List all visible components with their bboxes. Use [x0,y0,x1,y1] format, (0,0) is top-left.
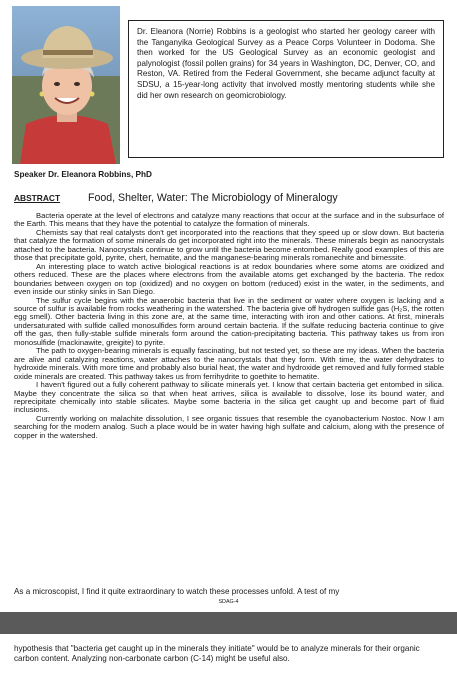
abstract-title: Food, Shelter, Water: The Microbiology of Mineralogy [88,192,338,204]
speaker-bio: Dr. Eleanora (Norrie) Robbins is a geologist who started her geology career with the Tanganyika Geological Survey as a Peace Corps Volunteer in Dodoma. She then worked for the US Geological Survey as an economic geologist and palynologist (fossil pollen grains) for 34 years in Washington, DC, Denver, CO, and Reston, VA. Retired from the Federal Government, she became adjunct faculty at SDSU, a 15-year-long activity that involved mostly mentoring students while she did her own research on geomicrobiology. [137,27,435,100]
speaker-photo [12,6,120,164]
abstract-paragraph: Bacteria operate at the level of electrons and catalyze many reactions that occur at the surface and in the subsurface of the Earth. This means that they have the potential to catalyze the formation of minerals. [14,211,444,229]
abstract-paragraph: The path to oxygen-bearing minerals is equally fascinating, but not tested yet, so these are my ideas. When the bacteria are alive and catalyzing reactions, water attaches to the nanocrystals that they form. With time, the water dehydrates to hydroxide minerals. With more time and probably also burial heat, the water and hydroxide get removed and fully formed stable oxide minerals are created. This pathway takes us from ferrihydrite to goethite to hematite. [14,346,444,381]
abstract-paragraph: I haven't figured out a fully coherent pathway to silicate minerals yet. I know that certain bacteria get entombed in silica. Maybe they concentrate the silica so that when heat arrives, silica is available to dissolve, lose its bound water, and reprecipitate chemically into stable silicates. Maybe some bacteria in the silica get caught up and become part of fluid inclusions. [14,380,444,415]
page-break-divider [0,612,457,634]
speaker-caption: Speaker Dr. Eleanora Robbins, PhD [14,170,152,179]
abstract-paragraph: Chemists say that real catalysts don't get incorporated into the reactions that they speed up or slow down. But bacteria that catalyze the formation of some minerals do get incorporated right into the minerals. These minerals begin as nanocrystals attached to the bacteria. Nanocrystals continue to grow until the bacteria become entombed. Really good examples of this are those that precipitate gold, pyrite, chert, hematite, and the manganese-bearing minerals romanechite and birnessite. [14,227,444,263]
abstract-paragraph: An interesting place to watch active biological reactions is at redox boundaries where some atoms are oxidized and others reduced. These are the places where electrons from the available atoms get exchanged by the bacteria. The redox boundaries between oxygen on top (oxidized) and no oxygen on bottom (reduced) exist in the water, in the sediments, and even inside our stinky sinks in San Diego. [14,261,444,297]
abstract-paragraph: Currently working on malachite dissolution, I see organic tissues that resemble the cyanobacterium Nostoc. Now I am searching for the modern analog. Such a place would be in water having high sulfate and calcium, along with the presence of copper in the watershed. [14,413,444,440]
speaker-bio-box [128,20,444,158]
abstract-header [14,192,444,204]
abstract-label: ABSTRACT [14,193,61,203]
abstract-body [14,212,444,440]
speaker-portrait-image [12,6,120,164]
continuation-text: hypothesis that "bacteria get caught up in the minerals they initiate" would be to analyze minerals for their organic carbon content. Analyzing non-carbonate carbon (C-14) might be useful also. [14,644,420,664]
abstract-paragraph: The sulfur cycle begins with the anaerobic bacteria that live in the sediment or water where oxygen is lacking and a source of sulfur is available from rocks weathering in the watershed. The bacteria give off hydrogen sulfide gas (H₂S, the rotten egg smell). Other bacteria living in this zone are, at the same time, interacting with iron and other cations. At first, minerals undersaturated with sulfide called monosulfides form around certain bacteria. If the sulfate reducing bacteria continue to give off the gas, then fully-stable sulfide minerals form around the cation-precipitating bacteria. This pathway takes us from iron monosulfide (mackinawite, greigite) to pyrite. [14,295,444,347]
page-footer-code: SDAG-4 [218,599,239,605]
closing-sentence: As a microscopist, I find it quite extraordinary to watch these processes unfold. A test of my [14,587,340,596]
